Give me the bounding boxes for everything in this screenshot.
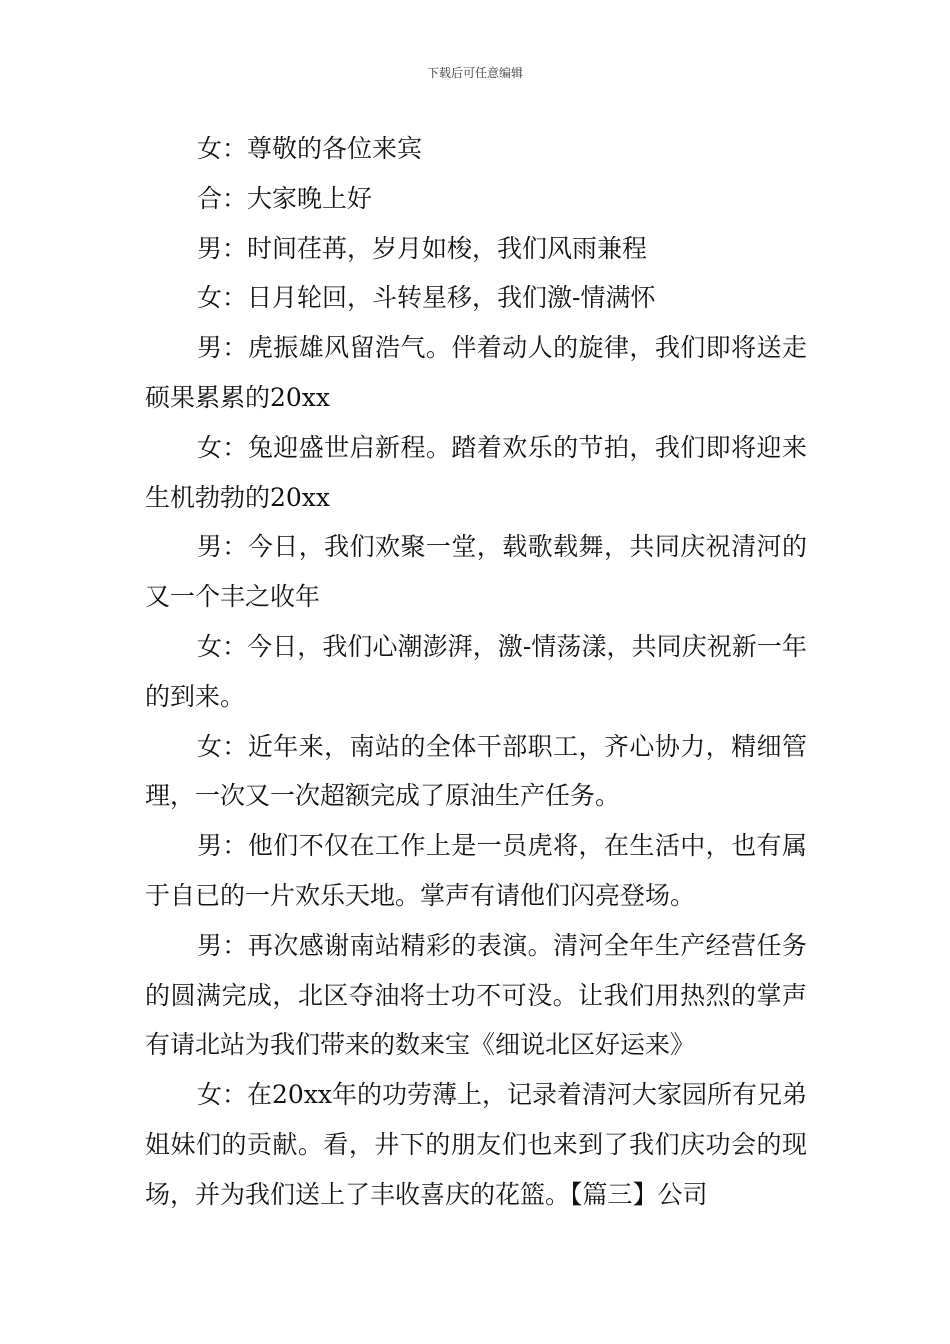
paragraph: 女：在20xx年的功劳薄上，记录着清河大家园所有兄弟姐妹们的贡献。看，井下的朋友们也来到了我们庆功会的现场，并为我们送上了丰收喜庆的花篮。【篇三】公司 — [145, 1080, 808, 1209]
paragraph: 女：日月轮回，斗转星移，我们激-情满怀 — [197, 283, 656, 313]
page-header: 下载后可任意编辑 — [426, 66, 523, 80]
paragraph: 女：兔迎盛世启新程。踏着欢乐的节拍，我们即将迎来生机勃勃的20xx — [145, 432, 807, 512]
paragraph: 合：大家晚上好 — [197, 183, 373, 213]
paragraph: 男：他们不仅在工作上是一员虎将，在生活中，也有属于自已的一片欢乐天地。掌声有请他们闪亮登场。 — [145, 831, 807, 910]
paragraph: 女：近年来，南站的全体干部职工，齐心协力，精细管理，一次又一次超额完成了原油生产任务。 — [145, 731, 807, 811]
paragraph: 男：今日，我们欢聚一堂，载歌载舞，共同庆祝清河的又一个丰之收年 — [145, 532, 807, 612]
document-body — [145, 124, 807, 1220]
paragraph: 女：尊敬的各位来宾 — [197, 134, 423, 163]
paragraph: 男：再次感谢南站精彩的表演。清河全年生产经营任务的圆满完成，北区夺油将士功不可没。让我们用热烈的掌声有请北站为我们带来的数来宝《细说北区好运来》 — [145, 930, 807, 1060]
paragraph: 女：今日，我们心潮澎湃，激-情荡漾，共同庆祝新一年的到来。 — [145, 631, 807, 711]
paragraph: 男：时间荏苒，岁月如梭，我们风雨兼程 — [197, 233, 648, 263]
paragraph: 男：虎振雄风留浩气。伴着动人的旋律，我们即将送走硕果累累的20xx — [145, 333, 807, 412]
